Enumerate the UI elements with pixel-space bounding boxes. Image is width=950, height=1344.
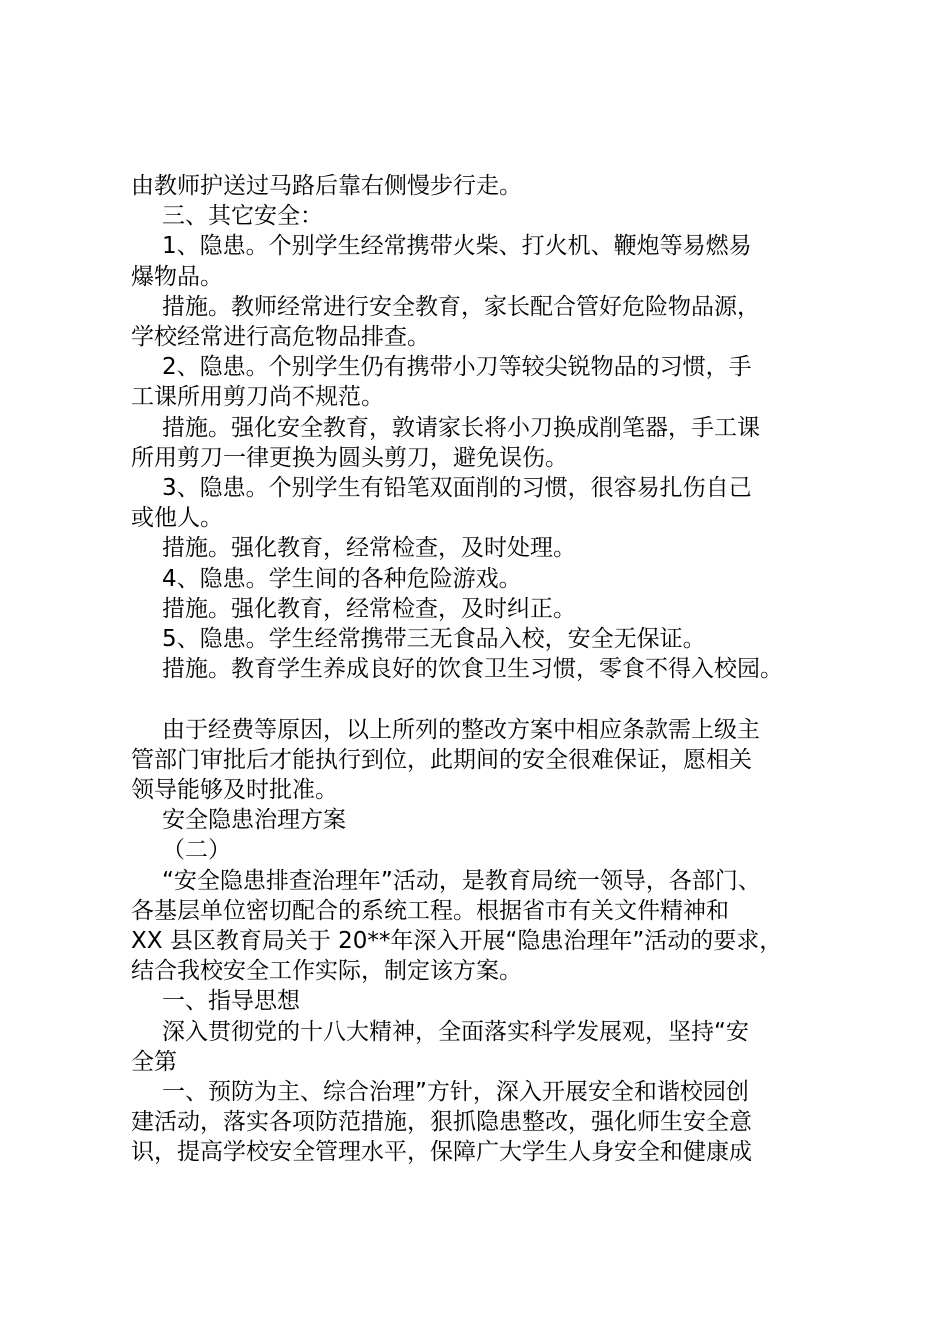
body-line: 所用剪刀一律更换为圆头剪刀，避免误伤。 [131,444,568,471]
body-line: 领导能够及时批准。 [131,777,338,804]
body-line: 结合我校安全工作实际，制定该方案。 [131,958,522,985]
document-subtitle: （二） [162,837,231,864]
body-line: 学校经常进行高危物品排查。 [131,324,430,351]
measure-item-3: 措施。强化教育，经常检查，及时处理。 [162,535,576,562]
measure-item-5: 措施。教育学生养成良好的饮食卫生习惯，零食不得入校园。 [162,656,783,683]
intro-paragraph: “安全隐患排查治理年”活动，是教育局统一领导，各部门、 [162,867,761,894]
body-line: 管部门审批后才能执行到位，此期间的安全很难保证，愿相关 [131,746,752,773]
measure-item-1: 措施。教师经常进行安全教育，家长配合管好危险物品源， [162,293,760,320]
paragraph-gap [131,684,851,714]
body-line: 建活动，落实各项防范措施，狠抓隐患整改，强化师生安全意 [131,1109,752,1136]
body-line: XX 县区教育局关于 20**年深入开展“隐患治理年”活动的要求， [131,928,783,955]
document-title: 安全隐患治理方案 [162,807,346,834]
hazard-item-2: 2、隐患。个别学生仍有携带小刀等较尖锐物品的习惯，手 [162,354,752,381]
body-line: 工课所用剪刀尚不规范。 [131,384,384,411]
measure-item-4: 措施。强化教育，经常检查，及时纠正。 [162,595,576,622]
funding-note: 由于经费等原因，以上所列的整改方案中相应条款需上级主 [162,716,760,743]
measure-item-2: 措施。强化安全教育，敦请家长将小刀换成削笔器，手工课 [162,414,760,441]
hazard-item-3: 3、隐患。个别学生有铅笔双面削的习惯，很容易扎伤自己 [162,475,752,502]
policy-paragraph: 一、预防为主、综合治理”方针，深入开展安全和谐校园创 [162,1079,749,1106]
document-body [131,171,851,1168]
body-line: 全第 [131,1048,177,1075]
hazard-item-1: 1、隐患。个别学生经常携带火柴、打火机、鞭炮等易燃易 [162,233,752,260]
section-heading-other-safety: 三、其它安全： [162,203,323,230]
body-line: 或他人。 [131,505,223,532]
ideology-paragraph: 深入贯彻党的十八大精神，全面落实科学发展观，坚持“安 [162,1018,749,1045]
section-heading-guiding-ideology: 一、指导思想 [162,988,300,1015]
body-line: 由教师护送过马路后靠右侧慢步行走。 [131,173,522,199]
hazard-item-5: 5、隐患。学生经常携带三无食品入校，安全无保证。 [162,626,706,653]
body-line: 各基层单位密切配合的系统工程。根据省市有关文件精神和 [131,897,729,924]
body-line: 爆物品。 [131,263,223,290]
hazard-item-4: 4、隐患。学生间的各种危险游戏。 [162,565,522,592]
body-line: 识，提高学校安全管理水平，保障广大学生人身安全和健康成 [131,1139,752,1166]
